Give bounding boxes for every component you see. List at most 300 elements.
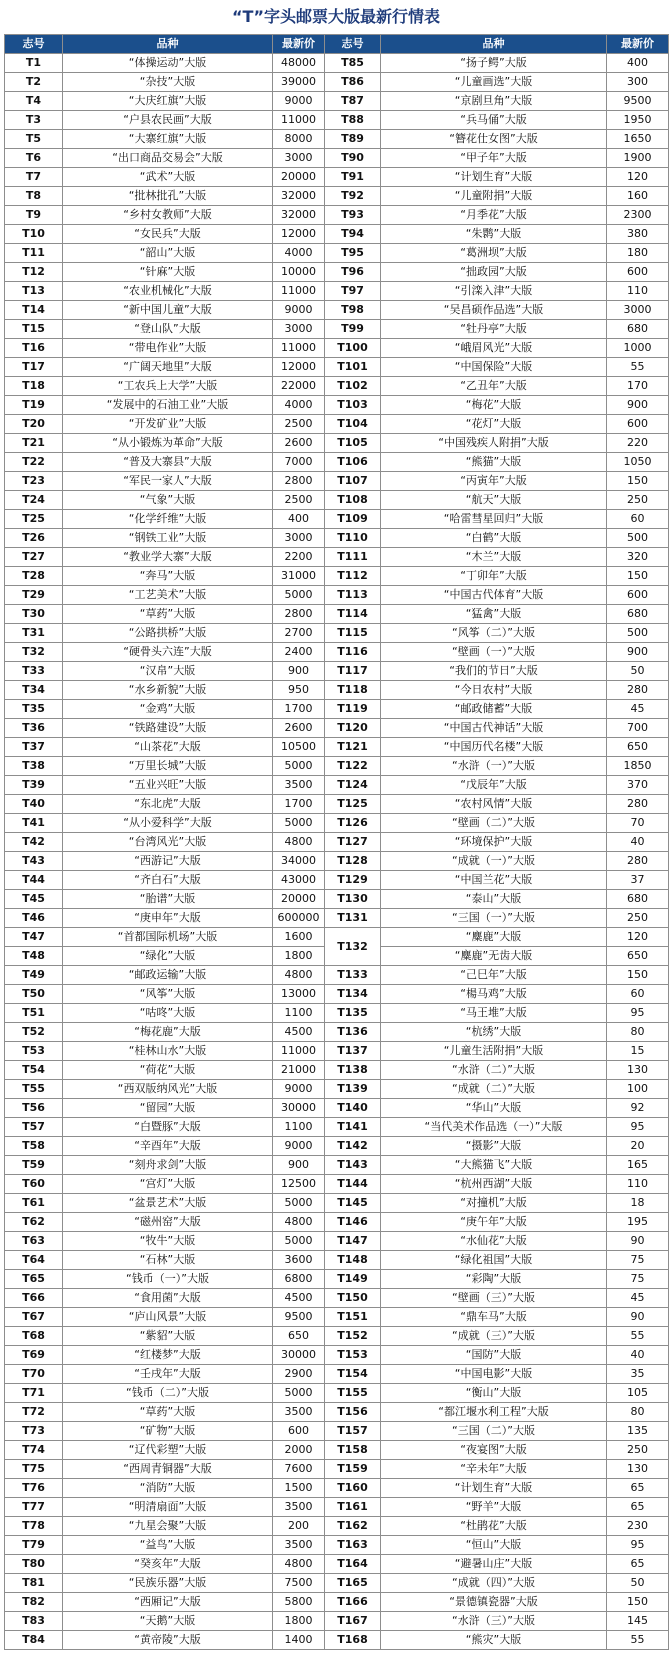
price-cell: 12000 (273, 225, 325, 244)
table-row (5, 73, 669, 92)
table-row (5, 643, 669, 662)
stamp-name-cell: “邮政运输”大版 (63, 966, 273, 985)
stamp-name-cell: “铁路建设”大版 (63, 719, 273, 738)
price-cell: 5000 (273, 1232, 325, 1251)
price-cell: 4800 (273, 833, 325, 852)
table-row (5, 852, 669, 871)
stamp-name-cell: “开发矿业”大版 (63, 415, 273, 434)
price-cell: 600 (607, 415, 669, 434)
header-name-right: 品种 (381, 35, 607, 54)
table-row (5, 1080, 669, 1099)
price-cell: 9000 (273, 301, 325, 320)
stamp-id-cell: T116 (325, 643, 381, 662)
stamp-id-cell: T5 (5, 130, 63, 149)
price-cell: 120 (607, 168, 669, 187)
price-cell: 2700 (273, 624, 325, 643)
price-cell: 195 (607, 1213, 669, 1232)
stamp-name-cell: “东北虎”大版 (63, 795, 273, 814)
table-row (5, 966, 669, 985)
stamp-name-cell: “猛禽”大版 (381, 605, 607, 624)
stamp-name-cell: “牡丹亭”大版 (381, 320, 607, 339)
price-cell: 4000 (273, 396, 325, 415)
stamp-id-cell: T15 (5, 320, 63, 339)
stamp-name-cell: “大庆红旗”大版 (63, 92, 273, 111)
stamp-name-cell: “大熊猫飞”大版 (381, 1156, 607, 1175)
stamp-id-cell: T140 (325, 1099, 381, 1118)
stamp-name-cell: “留园”大版 (63, 1099, 273, 1118)
header-price-left: 最新价 (273, 35, 325, 54)
stamp-id-cell: T44 (5, 871, 63, 890)
table-row (5, 491, 669, 510)
stamp-name-cell: “都江堰水利工程”大版 (381, 1403, 607, 1422)
table-row (5, 510, 669, 529)
stamp-id-cell: T79 (5, 1536, 63, 1555)
stamp-id-cell: T10 (5, 225, 63, 244)
stamp-id-cell: T68 (5, 1327, 63, 1346)
stamp-name-cell: “壁画（一）”大版 (381, 643, 607, 662)
table-row (5, 263, 669, 282)
table-row (5, 1118, 669, 1137)
table-row (5, 624, 669, 643)
stamp-name-cell: “首都国际机场”大版 (63, 928, 273, 947)
price-cell: 40 (607, 1346, 669, 1365)
price-cell: 4500 (273, 1023, 325, 1042)
stamp-name-cell: “批林批孔”大版 (63, 187, 273, 206)
price-cell: 92 (607, 1099, 669, 1118)
stamp-id-cell: T41 (5, 814, 63, 833)
stamp-id-cell: T14 (5, 301, 63, 320)
price-cell: 9500 (273, 1308, 325, 1327)
stamp-name-cell: “登山队”大版 (63, 320, 273, 339)
stamp-name-cell: “野羊”大版 (381, 1498, 607, 1517)
stamp-id-cell: T117 (325, 662, 381, 681)
price-cell: 20000 (273, 168, 325, 187)
stamp-name-cell: “西游记”大版 (63, 852, 273, 871)
stamp-name-cell: “农业机械化”大版 (63, 282, 273, 301)
price-cell: 900 (607, 396, 669, 415)
stamp-name-cell: “荷花”大版 (63, 1061, 273, 1080)
stamp-id-cell: T147 (325, 1232, 381, 1251)
stamp-name-cell: “庚午年”大版 (381, 1213, 607, 1232)
stamp-id-cell: T60 (5, 1175, 63, 1194)
price-cell: 5000 (273, 586, 325, 605)
stamp-id-cell: T142 (325, 1137, 381, 1156)
table-row (5, 890, 669, 909)
stamp-id-cell: T95 (325, 244, 381, 263)
table-row (5, 833, 669, 852)
stamp-id-cell: T86 (325, 73, 381, 92)
price-cell: 80 (607, 1403, 669, 1422)
stamp-id-cell: T22 (5, 453, 63, 472)
stamp-id-cell: T122 (325, 757, 381, 776)
table-row (5, 1365, 669, 1384)
price-cell: 130 (607, 1061, 669, 1080)
stamp-id-cell: T26 (5, 529, 63, 548)
stamp-name-cell: “哈雷彗星回归”大版 (381, 510, 607, 529)
stamp-id-cell: T38 (5, 757, 63, 776)
table-row (5, 1441, 669, 1460)
stamp-id-cell: T63 (5, 1232, 63, 1251)
table-row (5, 928, 669, 947)
table-row (5, 1232, 669, 1251)
stamp-name-cell: “成就（四）”大版 (381, 1574, 607, 1593)
table-row (5, 149, 669, 168)
price-cell: 110 (607, 1175, 669, 1194)
price-cell: 280 (607, 795, 669, 814)
price-cell: 90 (607, 1232, 669, 1251)
price-cell: 80 (607, 1023, 669, 1042)
stamp-name-cell: “磁州窑”大版 (63, 1213, 273, 1232)
stamp-name-cell: “消防”大版 (63, 1479, 273, 1498)
price-cell: 600000 (273, 909, 325, 928)
stamp-name-cell: “引滦入津”大版 (381, 282, 607, 301)
table-row (5, 1460, 669, 1479)
stamp-id-cell: T162 (325, 1517, 381, 1536)
stamp-name-cell: “京剧旦角”大版 (381, 92, 607, 111)
stamp-id-cell: T69 (5, 1346, 63, 1365)
stamp-id-cell: T126 (325, 814, 381, 833)
stamp-id-cell: T3 (5, 111, 63, 130)
price-cell: 3000 (607, 301, 669, 320)
price-cell: 7500 (273, 1574, 325, 1593)
stamp-name-cell: “恒山”大版 (381, 1536, 607, 1555)
stamp-id-cell: T75 (5, 1460, 63, 1479)
price-cell: 39000 (273, 73, 325, 92)
stamp-id-cell: T35 (5, 700, 63, 719)
stamp-id-cell: T128 (325, 852, 381, 871)
price-cell: 1650 (607, 130, 669, 149)
stamp-name-cell: “杜鹃花”大版 (381, 1517, 607, 1536)
price-cell: 10500 (273, 738, 325, 757)
stamp-name-cell: “白暨豚”大版 (63, 1118, 273, 1137)
table-row (5, 662, 669, 681)
stamp-id-cell: T130 (325, 890, 381, 909)
stamp-name-cell: “华山”大版 (381, 1099, 607, 1118)
stamp-id-cell: T149 (325, 1270, 381, 1289)
price-cell: 1950 (607, 111, 669, 130)
stamp-id-cell: T127 (325, 833, 381, 852)
table-row (5, 1346, 669, 1365)
stamp-name-cell: “从小锻炼为革命”大版 (63, 434, 273, 453)
price-cell: 2800 (273, 605, 325, 624)
stamp-name-cell: “辽代彩塑”大版 (63, 1441, 273, 1460)
price-cell: 12000 (273, 358, 325, 377)
stamp-name-cell: “山茶花”大版 (63, 738, 273, 757)
stamp-id-cell: T17 (5, 358, 63, 377)
stamp-id-cell: T28 (5, 567, 63, 586)
header-id-right: 志号 (325, 35, 381, 54)
table-row (5, 1536, 669, 1555)
price-cell: 3000 (273, 149, 325, 168)
stamp-name-cell: “葛洲坝”大版 (381, 244, 607, 263)
stamp-name-cell: “大寨红旗”大版 (63, 130, 273, 149)
stamp-id-cell: T73 (5, 1422, 63, 1441)
stamp-name-cell: “黄帝陵”大版 (63, 1631, 273, 1650)
stamp-id-cell: T92 (325, 187, 381, 206)
stamp-id-cell: T40 (5, 795, 63, 814)
stamp-id-cell: T109 (325, 510, 381, 529)
stamp-name-cell: “教业学大寨”大版 (63, 548, 273, 567)
price-cell: 220 (607, 434, 669, 453)
stamp-name-cell: “西双版纳风光”大版 (63, 1080, 273, 1099)
table-row (5, 1289, 669, 1308)
stamp-id-cell: T97 (325, 282, 381, 301)
price-cell: 30000 (273, 1346, 325, 1365)
stamp-id-cell: T1 (5, 54, 63, 73)
price-cell: 400 (273, 510, 325, 529)
table-body (5, 54, 669, 1650)
stamp-id-cell: T141 (325, 1118, 381, 1137)
price-cell: 200 (273, 1517, 325, 1536)
page-title: “T”字头邮票大版最新行情表 (232, 7, 440, 26)
stamp-name-cell: “矿物”大版 (63, 1422, 273, 1441)
stamp-id-cell: T37 (5, 738, 63, 757)
stamp-name-cell: “牧牛”大版 (63, 1232, 273, 1251)
stamp-name-cell: “发展中的石油工业”大版 (63, 396, 273, 415)
stamp-name-cell: “咕咚”大版 (63, 1004, 273, 1023)
stamp-name-cell: “景德镇瓷器”大版 (381, 1593, 607, 1612)
stamp-name-cell: “风筝（二）”大版 (381, 624, 607, 643)
stamp-name-cell: “己巳年”大版 (381, 966, 607, 985)
stamp-id-cell: T110 (325, 529, 381, 548)
stamp-id-cell: T155 (325, 1384, 381, 1403)
price-cell: 9500 (607, 92, 669, 111)
price-cell: 43000 (273, 871, 325, 890)
price-cell: 11000 (273, 111, 325, 130)
price-cell: 4800 (273, 966, 325, 985)
stamp-id-cell: T113 (325, 586, 381, 605)
stamp-name-cell: “朱鹮”大版 (381, 225, 607, 244)
stamp-id-cell: T167 (325, 1612, 381, 1631)
stamp-id-cell: T90 (325, 149, 381, 168)
stamp-id-cell: T133 (325, 966, 381, 985)
stamp-name-cell: “梅花鹿”大版 (63, 1023, 273, 1042)
stamp-name-cell: “女民兵”大版 (63, 225, 273, 244)
price-cell: 4800 (273, 1555, 325, 1574)
price-cell: 7600 (273, 1460, 325, 1479)
price-cell: 50 (607, 662, 669, 681)
stamp-name-cell: “熊灾”大版 (381, 1631, 607, 1650)
price-cell: 31000 (273, 567, 325, 586)
table-row (5, 567, 669, 586)
price-cell: 680 (607, 890, 669, 909)
price-cell: 105 (607, 1384, 669, 1403)
stamp-name-cell: “环境保护”大版 (381, 833, 607, 852)
stamp-id-cell: T152 (325, 1327, 381, 1346)
stamp-id-cell: T43 (5, 852, 63, 871)
stamp-name-cell: “杂技”大版 (63, 73, 273, 92)
stamp-id-cell: T125 (325, 795, 381, 814)
stamp-id-cell: T85 (325, 54, 381, 73)
stamp-name-cell: “从小爱科学”大版 (63, 814, 273, 833)
stamp-id-cell: T105 (325, 434, 381, 453)
price-cell: 1000 (607, 339, 669, 358)
stamp-id-cell: T76 (5, 1479, 63, 1498)
stamp-id-cell: T151 (325, 1308, 381, 1327)
table-row (5, 130, 669, 149)
stamp-id-cell: T24 (5, 491, 63, 510)
table-row (5, 548, 669, 567)
stamp-id-cell: T56 (5, 1099, 63, 1118)
stamp-id-cell: T27 (5, 548, 63, 567)
price-cell: 32000 (273, 187, 325, 206)
stamp-id-cell: T89 (325, 130, 381, 149)
table-row (5, 225, 669, 244)
stamp-name-cell: “宫灯”大版 (63, 1175, 273, 1194)
price-cell: 1850 (607, 757, 669, 776)
price-cell: 5000 (273, 1194, 325, 1213)
price-cell: 20000 (273, 890, 325, 909)
stamp-id-cell: T106 (325, 453, 381, 472)
stamp-name-cell: “草药”大版 (63, 605, 273, 624)
price-cell: 95 (607, 1118, 669, 1137)
price-cell: 75 (607, 1270, 669, 1289)
stamp-name-cell: “奔马”大版 (63, 567, 273, 586)
price-cell: 165 (607, 1156, 669, 1175)
stamp-id-cell: T94 (325, 225, 381, 244)
stamp-id-cell: T21 (5, 434, 63, 453)
stamp-id-cell: T2 (5, 73, 63, 92)
stamp-name-cell: “桂林山水”大版 (63, 1042, 273, 1061)
stamp-id-cell: T83 (5, 1612, 63, 1631)
stamp-id-cell: T157 (325, 1422, 381, 1441)
table-header-row (5, 35, 669, 54)
price-cell: 6800 (273, 1270, 325, 1289)
price-cell: 95 (607, 1536, 669, 1555)
stamp-name-cell: “国防”大版 (381, 1346, 607, 1365)
table-row (5, 814, 669, 833)
stamp-id-cell: T74 (5, 1441, 63, 1460)
stamp-name-cell: “水乡新貌”大版 (63, 681, 273, 700)
stamp-name-cell: “马王堆”大版 (381, 1004, 607, 1023)
table-row (5, 453, 669, 472)
price-cell: 50 (607, 1574, 669, 1593)
stamp-name-cell: “水仙花”大版 (381, 1232, 607, 1251)
header-id-left: 志号 (5, 35, 63, 54)
price-cell: 10000 (273, 263, 325, 282)
table-row (5, 681, 669, 700)
table-row (5, 1384, 669, 1403)
stamp-id-cell: T36 (5, 719, 63, 738)
stamp-name-cell: “吴昌硕作品选”大版 (381, 301, 607, 320)
stamp-id-cell: T16 (5, 339, 63, 358)
price-cell: 15 (607, 1042, 669, 1061)
stamp-id-cell: T154 (325, 1365, 381, 1384)
table-row (5, 1270, 669, 1289)
price-cell: 2300 (607, 206, 669, 225)
price-cell: 35 (607, 1365, 669, 1384)
stamp-name-cell: “麋鹿”无齿大版 (381, 947, 607, 966)
stamp-id-cell: T81 (5, 1574, 63, 1593)
price-cell: 700 (607, 719, 669, 738)
stamp-name-cell: “三国（二）”大版 (381, 1422, 607, 1441)
price-cell: 2500 (273, 491, 325, 510)
table-row (5, 168, 669, 187)
price-cell: 70 (607, 814, 669, 833)
price-cell: 680 (607, 320, 669, 339)
stamp-id-cell: T8 (5, 187, 63, 206)
stamp-name-cell: “紫貂”大版 (63, 1327, 273, 1346)
stamp-name-cell: “户县农民画”大版 (63, 111, 273, 130)
price-cell: 37 (607, 871, 669, 890)
stamp-id-cell: T99 (325, 320, 381, 339)
table-row (5, 871, 669, 890)
stamp-name-cell: “花灯”大版 (381, 415, 607, 434)
table-row (5, 1479, 669, 1498)
price-cell: 1050 (607, 453, 669, 472)
stamp-id-cell: T78 (5, 1517, 63, 1536)
price-cell: 280 (607, 852, 669, 871)
price-cell: 2900 (273, 1365, 325, 1384)
stamp-name-cell: “辛酉年”大版 (63, 1137, 273, 1156)
stamp-name-cell: “新中国儿童”大版 (63, 301, 273, 320)
price-cell: 48000 (273, 54, 325, 73)
price-cell: 55 (607, 1327, 669, 1346)
stamp-id-cell: T143 (325, 1156, 381, 1175)
stamp-name-cell: “丁卯年”大版 (381, 567, 607, 586)
price-cell: 180 (607, 244, 669, 263)
stamp-id-cell: T114 (325, 605, 381, 624)
price-cell: 3500 (273, 1403, 325, 1422)
stamp-name-cell: “庚申年”大版 (63, 909, 273, 928)
price-cell: 370 (607, 776, 669, 795)
stamp-id-cell: T135 (325, 1004, 381, 1023)
price-cell: 12500 (273, 1175, 325, 1194)
stamp-name-cell: “武术”大版 (63, 168, 273, 187)
price-cell: 4500 (273, 1289, 325, 1308)
price-cell: 75 (607, 1251, 669, 1270)
stamp-id-cell: T61 (5, 1194, 63, 1213)
price-cell: 1800 (273, 947, 325, 966)
stamp-name-cell: “癸亥年”大版 (63, 1555, 273, 1574)
stamp-id-cell: T158 (325, 1441, 381, 1460)
price-cell: 8000 (273, 130, 325, 149)
stamp-name-cell: “戊辰年”大版 (381, 776, 607, 795)
stamp-name-cell: “摄影”大版 (381, 1137, 607, 1156)
price-cell: 3600 (273, 1251, 325, 1270)
stamp-name-cell: “草药”大版 (63, 1403, 273, 1422)
stamp-name-cell: “天鹅”大版 (63, 1612, 273, 1631)
stamp-name-cell: “食用菌”大版 (63, 1289, 273, 1308)
stamp-id-cell: T145 (325, 1194, 381, 1213)
table-row (5, 795, 669, 814)
table-row (5, 719, 669, 738)
stamp-id-cell: T57 (5, 1118, 63, 1137)
stamp-name-cell: “西厢记”大版 (63, 1593, 273, 1612)
table-row (5, 1422, 669, 1441)
table-row (5, 1593, 669, 1612)
stamp-name-cell: “工农兵上大学”大版 (63, 377, 273, 396)
stamp-name-cell: “儿童生活附捐”大版 (381, 1042, 607, 1061)
price-cell: 650 (607, 738, 669, 757)
stamp-name-cell: “工艺美术”大版 (63, 586, 273, 605)
price-cell: 5000 (273, 1384, 325, 1403)
stamp-name-cell: “中国兰花”大版 (381, 871, 607, 890)
stamp-name-cell: “梅花”大版 (381, 396, 607, 415)
stamp-id-cell: T137 (325, 1042, 381, 1061)
stamp-name-cell: “民族乐器”大版 (63, 1574, 273, 1593)
stamp-id-cell: T58 (5, 1137, 63, 1156)
stamp-id-cell: T13 (5, 282, 63, 301)
stamp-name-cell: “中国古代神话”大版 (381, 719, 607, 738)
stamp-name-cell: “中国历代名楼”大版 (381, 738, 607, 757)
table-row (5, 909, 669, 928)
stamp-name-cell: “钢铁工业”大版 (63, 529, 273, 548)
stamp-name-cell: “公路拱桥”大版 (63, 624, 273, 643)
stamp-id-cell: T72 (5, 1403, 63, 1422)
stamp-id-cell: T11 (5, 244, 63, 263)
stamp-id-cell: T164 (325, 1555, 381, 1574)
